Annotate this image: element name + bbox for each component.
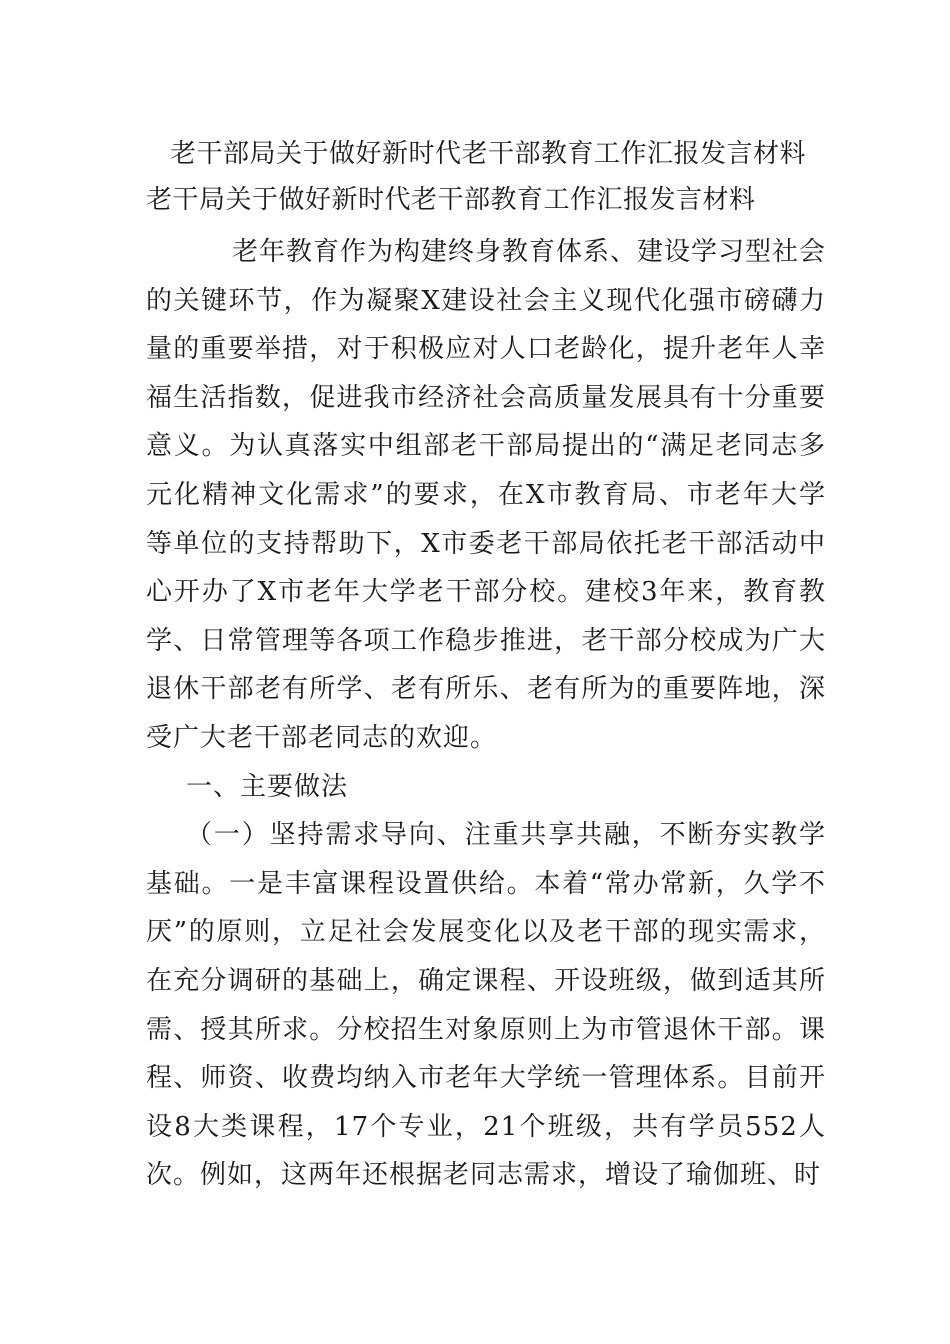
document-subtitle: 老干局关于做好新时代老干部教育工作汇报发言材料: [146, 185, 756, 215]
section-heading: 一、主要做法: [186, 771, 349, 802]
subsection-paragraph: （一）坚持需求导向、注重共享共融，不断夯实教学基础。一是丰富课程设置供给。本着“常办常新，久学不厌”的原则，立足社会发展变化以及老干部的现实需求，在充分调研的基础上，确定课程、开设班级，做到适其所需、授其所求。分校招生对象原则上为市管退休干部。课程、师资、收费均纳入市老年大学统一管理体系。目前开设8大类课程，17个专业，21个班级，共有学员552人次。例如，这两年还根据老同志需求，增设了瑜伽班、时: [146, 820, 826, 1191]
intro-paragraph: 老年教育作为构建终身教育体系、建设学习型社会的关键环节，作为凝聚X建设社会主义现代化强市磅礴力量的重要举措，对于积极应对人口老龄化，提升老年人幸福生活指数，促进我市经济社会高质量发展具有十分重要意义。为认真落实中组部老干部局提出的“满足老同志多元化精神文化需求”的要求，在X市教育局、市老年大学等单位的支持帮助下，X市委老干部局依托老干部活动中心开办了X市老年大学老干部分校。建校3年来，教育教学、日常管理等各项工作稳步推进，老干部分校成为广大退休干部老有所学、老有所乐、老有所为的重要阵地，深受广大老干部老同志的欢迎。: [146, 237, 827, 753]
document-title: 老干部局关于做好新时代老干部教育工作汇报发言材料: [170, 139, 807, 169]
document-body: [146, 228, 826, 1200]
